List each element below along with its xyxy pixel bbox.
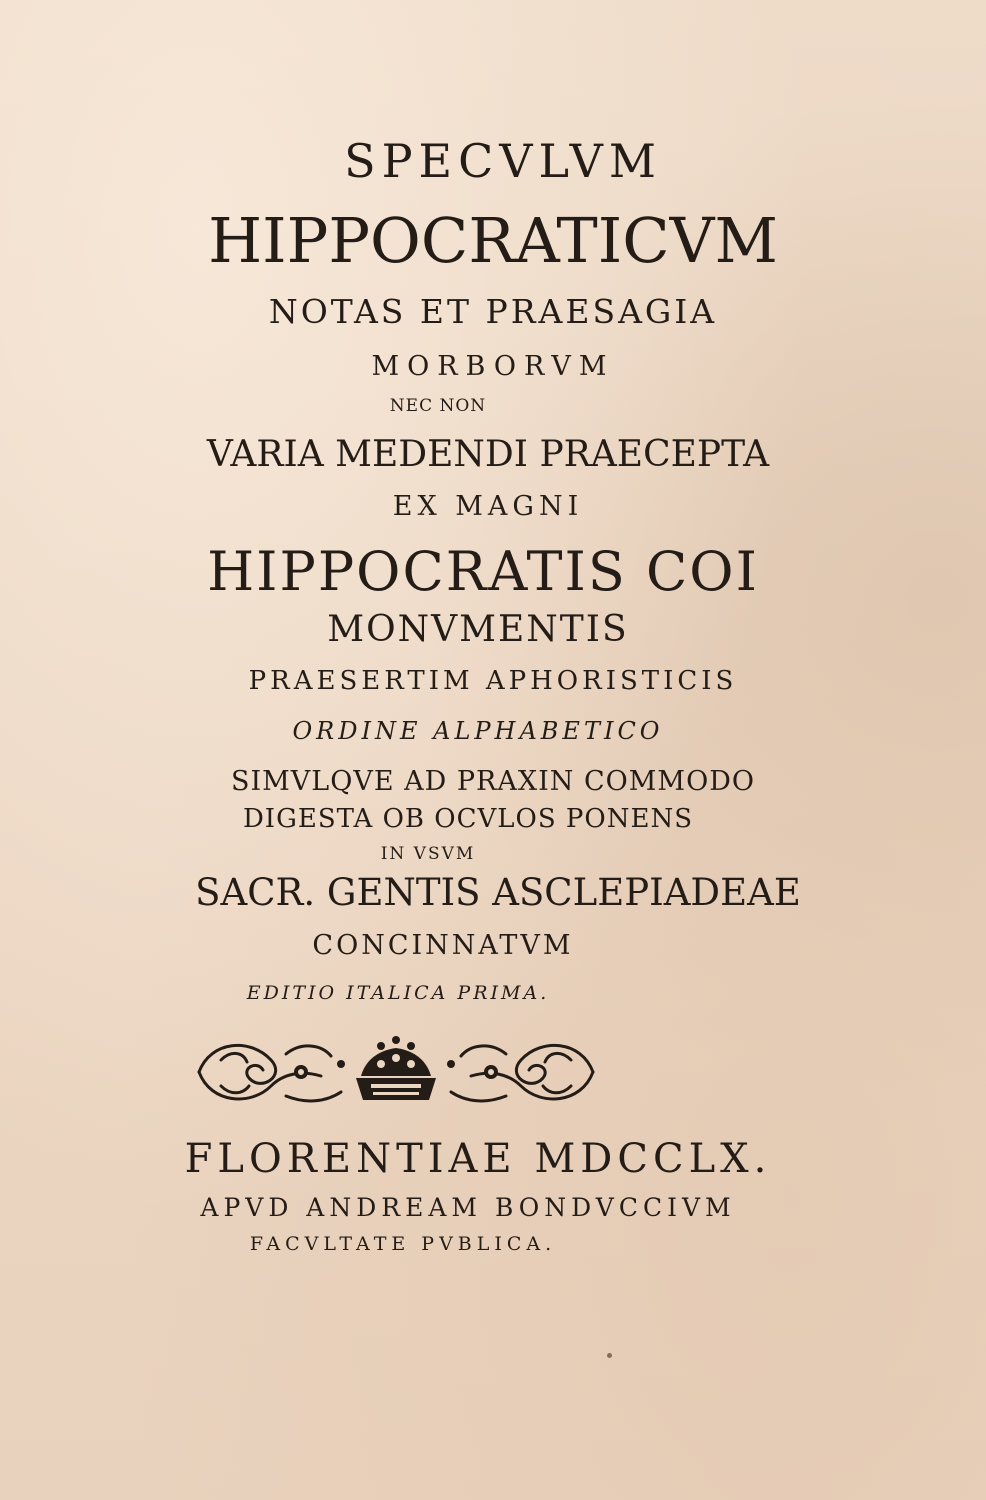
printers-ornament-icon — [191, 1030, 601, 1114]
subtitle-line-monumentis: MONVMENTIS — [327, 609, 629, 650]
subtitle-line-sacr-gentis: SACR. GENTIS ASCLEPIADEAE — [195, 871, 801, 914]
subtitle-line-digesta: DIGESTA OB OCVLOS PONENS — [242, 804, 694, 834]
imprint-place-date: FLORENTIAE MDCCLX. — [184, 1136, 772, 1182]
subtitle-line-in-usum: IN VSVM — [380, 844, 476, 864]
subtitle-line-nec-non: NEC NON — [389, 396, 487, 416]
subtitle-line-concinnatum: CONCINNATVM — [312, 930, 574, 961]
subtitle-line-hippocratis: HIPPOCRATIS COI — [207, 540, 759, 603]
subtitle-line-praesertim: PRAESERTIM APHORISTICIS — [248, 666, 738, 696]
title-line-hippocraticum: HIPPOCRATICVM — [208, 204, 778, 277]
edition-statement: EDITIO ITALICA PRIMA. — [246, 982, 550, 1004]
subtitle-line-ex-magni: EX MAGNI — [392, 491, 584, 522]
subtitle-line-notas: NOTAS ET PRAESAGIA — [268, 292, 718, 331]
imprint-license: FACVLTATE PVBLICA. — [249, 1233, 557, 1255]
paper-speck — [607, 1353, 612, 1358]
subtitle-line-morborum: MORBORVM — [371, 351, 615, 382]
imprint-printer: APVD ANDREAM BONDVCCIVM — [200, 1193, 736, 1222]
subtitle-line-ordine: ORDINE ALPHABETICO — [292, 717, 664, 745]
title-line-speculum: SPECVLVM — [344, 134, 662, 188]
subtitle-line-varia: VARIA MEDENDI PRAECEPTA — [206, 434, 770, 475]
subtitle-line-simulque: SIMVLQVE AD PRAXIN COMMODO — [231, 766, 755, 797]
